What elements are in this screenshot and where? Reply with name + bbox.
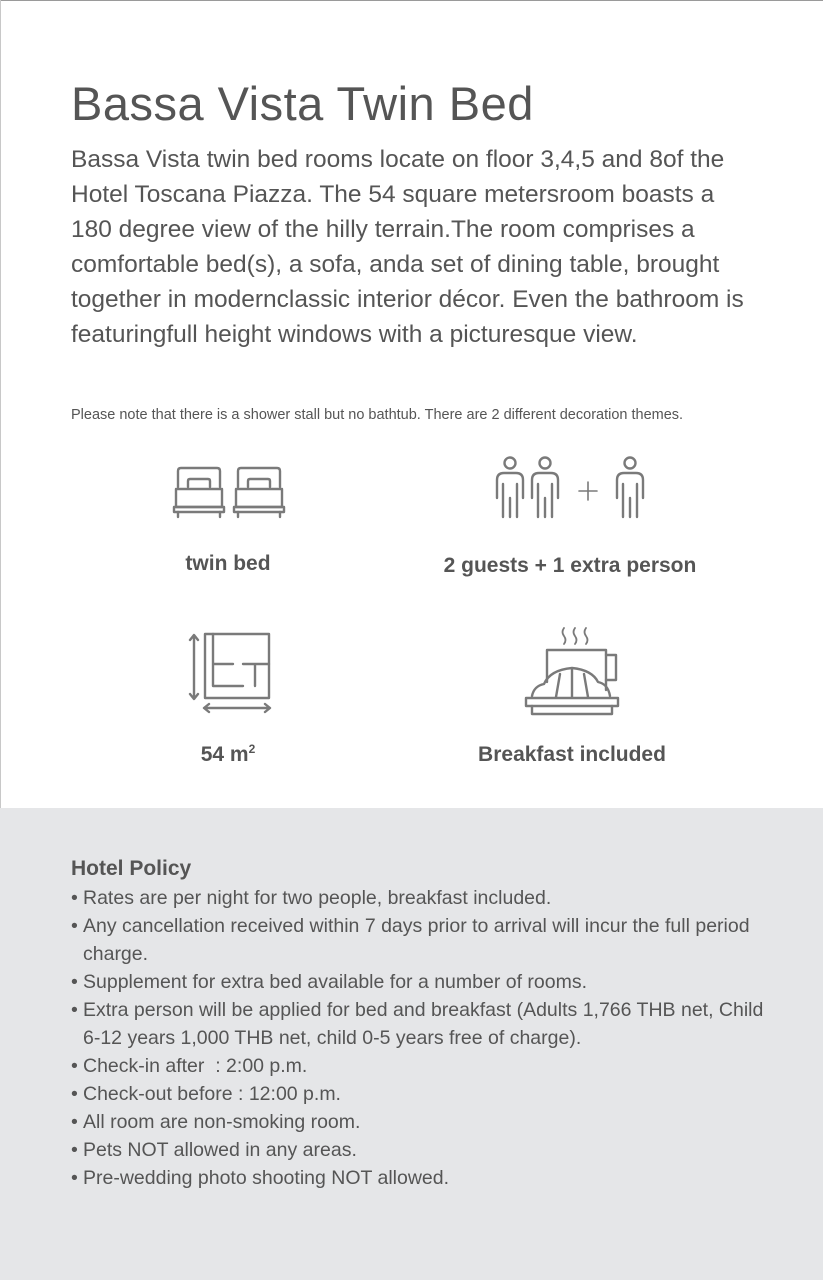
breakfast-icon [522, 622, 622, 720]
guests-icon [490, 454, 650, 520]
policy-item: • Check-out before : 12:00 p.m. [71, 1080, 771, 1108]
policy-item: • Extra person will be applied for bed and breakfast (Adults 1,766 THB net, Child 6-12 years 1,000 THB net, child 0-5 years free of charge). [71, 996, 771, 1052]
room-description: Bassa Vista twin bed rooms locate on floor 3,4,5 and 8of the Hotel Toscana Piazza. The 54 square metersroom boasts a 180 degree view of the hilly terrain.The room comprises a comfortable bed(s), a sofa, anda set of dining table, brought together in modernclassic interior décor. Even the bathroom is featuringfull height windows with a picturesque view. [71, 146, 744, 348]
policy-item: • Pets NOT allowed in any areas. [71, 1136, 771, 1164]
top-divider [0, 0, 823, 1]
floor-plan-icon [185, 630, 275, 716]
twin-bed-label: twin bed [185, 552, 271, 575]
policy-list [71, 884, 771, 1192]
guests-label: 2 guests + 1 extra person [443, 554, 697, 577]
breakfast-label: Breakfast included [478, 743, 666, 766]
policy-item: • Check-in after : 2:00 p.m. [71, 1052, 771, 1080]
policy-item: • Supplement for extra bed available for a number of rooms. [71, 968, 771, 996]
twin-bed-icon [172, 465, 286, 519]
left-divider [0, 0, 1, 808]
policy-title: Hotel Policy [71, 857, 192, 880]
policy-item: • Rates are per night for two people, breakfast included. [71, 884, 771, 912]
size-value: 54 m [200, 743, 249, 766]
policy-item: • Any cancellation received within 7 days prior to arrival will incur the full period charge. [71, 912, 771, 968]
room-title: Bassa Vista Twin Bed [71, 77, 534, 130]
policy-item: • Pre-wedding photo shooting NOT allowed. [71, 1164, 771, 1192]
policy-item: • All room are non-smoking room. [71, 1108, 771, 1136]
size-unit-superscript: 2 [248, 742, 256, 756]
size-label [128, 742, 328, 768]
room-note: Please note that there is a shower stall but no bathtub. There are 2 different decoration themes. [71, 407, 684, 423]
